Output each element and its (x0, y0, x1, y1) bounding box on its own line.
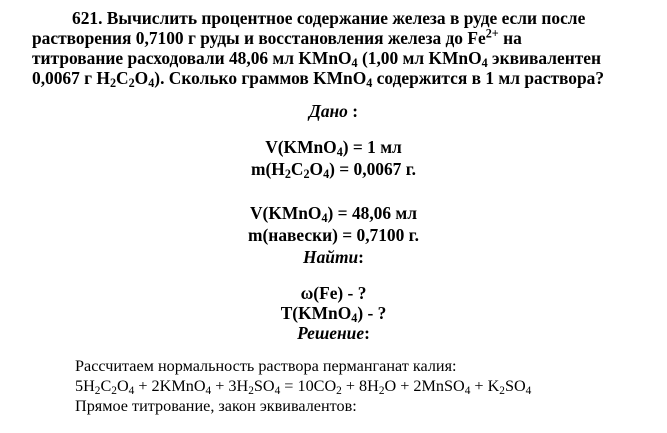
given-m-h2c2o4-a: m(H (251, 159, 285, 179)
problem-line-4-text-c: O (134, 68, 149, 88)
equation-term: C (100, 377, 112, 395)
problem-statement (32, 8, 660, 91)
problem-line-4-text-a: 0,0067 г H (32, 68, 110, 88)
problem-line-3-text-a: титрование расходовали 48,06 мл KMnO (32, 48, 352, 68)
equation-subscript: 2 (111, 384, 117, 397)
given-m-sample-text: m(навески) = 0,7100 г. (248, 225, 419, 245)
subscript: 4 (366, 76, 373, 91)
problem-line-2-text-b: на (498, 28, 522, 48)
equation-subscript: 2 (336, 384, 342, 397)
given-heading (0, 101, 667, 121)
problem-line-3-text-b: (1,00 мл KMnO (357, 48, 482, 68)
solution-heading (0, 323, 667, 343)
find-heading-text: Найти (303, 247, 359, 267)
problem-line-4 (32, 68, 660, 91)
problem-line-4-text-d: ). Сколько граммов KMnO (154, 68, 367, 88)
equation-term: O + 2MnSO (384, 377, 465, 395)
equation-term: + 8H (341, 377, 379, 395)
equation-subscript: 2 (378, 384, 385, 397)
given-heading-colon: : (347, 101, 359, 121)
given-v2-a: V(KMnO (249, 203, 322, 223)
given-m-h2c2o4-d: ) = 0,0067 г. (329, 159, 416, 179)
equation-term: 5H (75, 377, 95, 395)
find-titer-a: T(KMnO (280, 303, 352, 323)
equation-term: O (116, 377, 129, 395)
solution-line-3-text: Прямое титрование, закон эквивалентов: (75, 397, 357, 415)
solution-line-1-text: Рассчитаем нормальность раствора перманганат калия: (75, 357, 457, 375)
problem-line-4-text-b: C (116, 68, 129, 88)
subscript: 4 (481, 56, 488, 71)
given-m-h2c2o4-c: O (309, 159, 324, 179)
equation-subscript: 2 (248, 384, 254, 397)
fe-charge-superscript: 2+ (485, 26, 499, 41)
equation-subscript: 4 (274, 384, 281, 397)
problem-line-3 (32, 48, 660, 71)
solution-heading-text: Решение (297, 323, 365, 343)
equation-term: + K (470, 377, 500, 395)
equation-subscript: 2 (94, 384, 101, 397)
subscript: 2 (303, 167, 310, 182)
find-omega-fe-text: ω(Fe) - ? (300, 283, 367, 303)
given-m-h2c2o4 (0, 159, 667, 182)
problem-line-2 (32, 28, 660, 48)
reaction-equation (75, 376, 531, 396)
equation-subscript: 2 (499, 384, 505, 397)
equation-subscript: 4 (128, 384, 135, 397)
subscript: 4 (336, 145, 343, 160)
solution-line-3 (75, 396, 357, 416)
given-v2-b: ) = 48,06 мл (327, 203, 418, 223)
solution-heading-colon: : (364, 323, 370, 343)
find-omega-fe (0, 283, 667, 303)
problem-line-1 (32, 8, 660, 28)
find-heading (0, 247, 667, 267)
given-v-kmno4 (0, 137, 667, 160)
find-titer (0, 303, 667, 326)
subscript: 2 (284, 167, 291, 182)
equation-term: SO (253, 377, 275, 395)
given-heading-text: Дано (308, 101, 348, 121)
problem-line-2-text-a: растворения 0,7100 г руды и восстановления железа до Fe (32, 28, 486, 48)
subscript: 4 (321, 211, 328, 226)
equation-subscript: 4 (205, 384, 212, 397)
given-v-kmno4-b: ) = 1 мл (342, 137, 402, 157)
given-m-h2c2o4-b: C (290, 159, 304, 179)
solution-line-1 (75, 356, 457, 376)
subscript: 4 (148, 76, 155, 91)
subscript: 2 (109, 76, 117, 91)
problem-line-1-text: 621. Вычислить процентное содержание железа в руде если после (72, 8, 586, 28)
find-heading-colon: : (358, 247, 364, 267)
equation-term: = 10CO (280, 377, 337, 395)
subscript: 2 (128, 76, 135, 91)
subscript: 4 (351, 56, 358, 71)
problem-line-3-text-c: эквивалентен (487, 48, 602, 68)
given-m-sample (0, 225, 667, 245)
subscript: 4 (351, 311, 358, 326)
equation-term: + 2KMnO (134, 377, 206, 395)
subscript: 4 (323, 167, 330, 182)
equation-term: + 3H (211, 377, 249, 395)
problem-line-4-text-e: содержится в 1 мл раствора? (372, 68, 605, 88)
equation-term: SO (504, 377, 526, 395)
given-v2-kmno4 (0, 203, 667, 226)
find-titer-b: ) - ? (357, 303, 387, 323)
given-v-kmno4-a: V(KMnO (265, 137, 337, 157)
equation-subscript: 4 (464, 384, 471, 397)
equation-subscript: 4 (525, 384, 532, 397)
